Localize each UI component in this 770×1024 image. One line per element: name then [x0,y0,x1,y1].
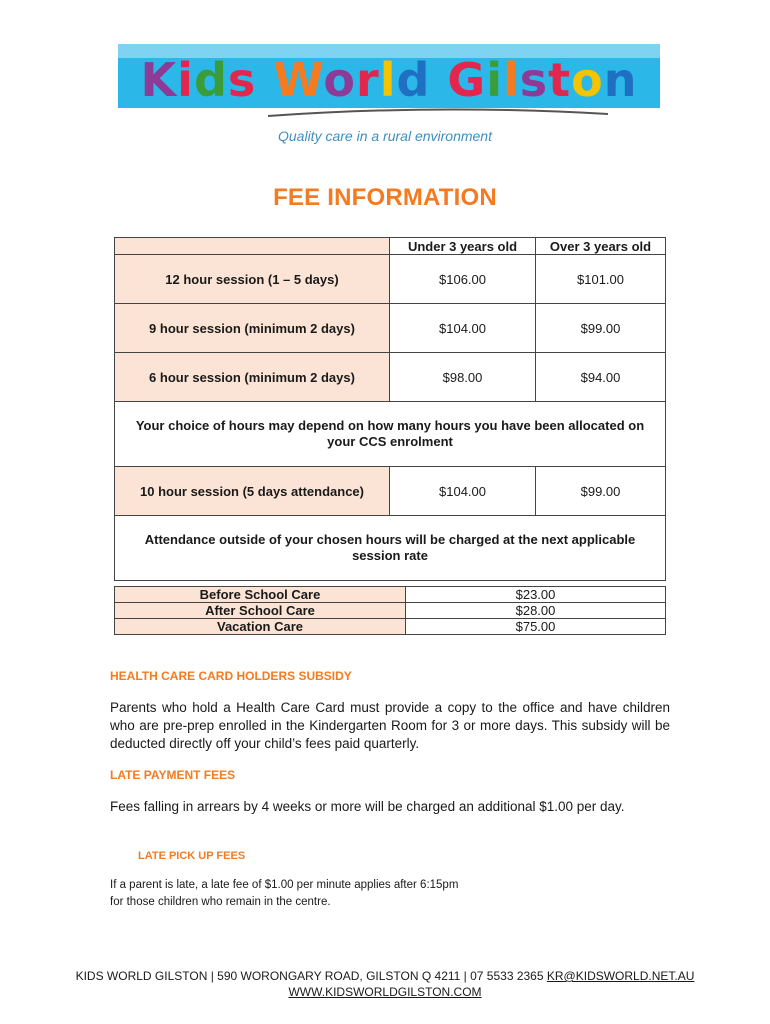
session-label: 9 hour session (minimum 2 days) [115,304,390,353]
session-label: 10 hour session (5 days attendance) [115,467,390,516]
table-note-row [115,516,666,581]
late-pickup-line1: If a parent is late, a late fee of $1.00 per minute applies after 6:15pm [110,879,459,891]
extras-label: After School Care [115,603,406,619]
extras-label: Before School Care [115,587,406,603]
table-row [115,353,666,402]
footer [0,968,770,1000]
price-over-3: $99.00 [536,467,666,516]
price-over-3: $94.00 [536,353,666,402]
footer-website-link[interactable]: WWW.KIDSWORLDGILSTON.COM [288,985,482,999]
page-title: FEE INFORMATION [273,184,497,211]
price-over-3: $101.00 [536,255,666,304]
health-body: Parents who hold a Health Care Card must provide a copy to the office and have children who are pre-prep enrolled in the Kindergarten Room for 3 or more days. This subsidy will be deducted directly off your child’s fees paid quarterly. [110,700,670,751]
table-row [115,304,666,353]
header-under-3: Under 3 years old [390,238,536,255]
footer-address: KIDS WORLD GILSTON | 590 WORONGARY ROAD, GILSTON Q 4211 | 07 5533 2365 [75,969,547,983]
svg-text:Kids World Gilst: Kids World Gilston [140,53,638,107]
header-blank-cell [115,238,390,255]
health-heading: HEALTH CARE CARD HOLDERS SUBSIDY [110,669,352,683]
late-pickup-heading: LATE PICK UP FEES [138,850,246,862]
extras-price: $23.00 [406,587,666,603]
fee-table [114,237,666,581]
price-over-3: $99.00 [536,304,666,353]
fee-table-header [115,238,666,255]
attendance-note: Attendance outside of your chosen hours will be charged at the next applicable session rate [115,516,666,581]
footer-email-link[interactable]: KR@KIDSWORLD.NET.AU [546,969,695,983]
table-note-row [115,402,666,467]
late-pickup-line2: for those children who remain in the centre. [110,896,331,908]
table-row [115,587,666,603]
logo [118,44,660,124]
late-payment-body: Fees falling in arrears by 4 weeks or more will be charged an additional $1.00 per day. [110,799,625,814]
table-row [115,467,666,516]
header-over-3: Over 3 years old [536,238,666,255]
table-row [115,255,666,304]
extras-price: $28.00 [406,603,666,619]
table-row [115,603,666,619]
footer-contact-line [0,968,770,984]
late-payment-heading: LATE PAYMENT FEES [110,768,236,782]
extras-label: Vacation Care [115,619,406,635]
price-under-3: $104.00 [390,304,536,353]
session-label: 6 hour session (minimum 2 days) [115,353,390,402]
price-under-3: $104.00 [390,467,536,516]
logo-swoosh [268,106,608,120]
logo-wordmark [124,46,654,110]
ccs-note: Your choice of hours may depend on how many hours you have been allocated on your CCS enrolment [115,402,666,467]
tagline: Quality care in a rural environment [278,128,492,144]
session-label: 12 hour session (1 – 5 days) [115,255,390,304]
extras-price: $75.00 [406,619,666,635]
price-under-3: $106.00 [390,255,536,304]
extras-table [114,586,666,635]
table-row [115,619,666,635]
price-under-3: $98.00 [390,353,536,402]
